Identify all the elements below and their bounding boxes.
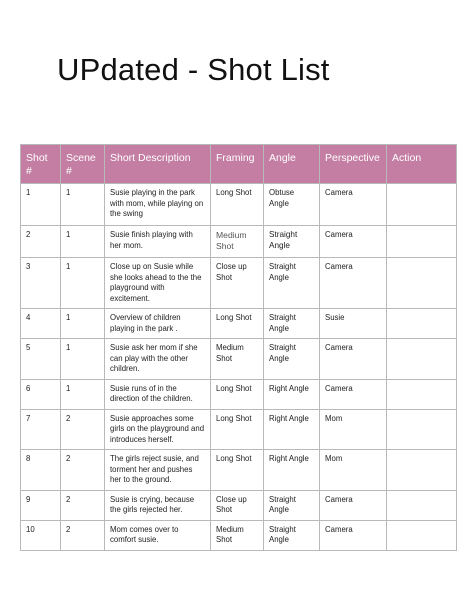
cell-shot: 3 xyxy=(21,258,61,309)
cell-perspective: Susie xyxy=(320,309,387,339)
cell-shot: 7 xyxy=(21,409,61,450)
table-row xyxy=(21,226,457,258)
table-row xyxy=(21,258,457,309)
cell-description: Susie playing in the park with mom, while playing on the swing xyxy=(105,184,211,226)
cell-framing: Long Shot xyxy=(211,184,264,226)
cell-framing: Close up Shot xyxy=(211,258,264,309)
shot-list-table xyxy=(20,144,457,551)
table-row xyxy=(21,520,457,550)
cell-framing: Long Shot xyxy=(211,409,264,450)
document-title: UPdated - Shot List xyxy=(57,52,330,87)
cell-action xyxy=(387,184,457,226)
cell-description: Susie runs of in the direction of the children. xyxy=(105,379,211,409)
cell-perspective: Camera xyxy=(320,339,387,380)
cell-angle: Right Angle xyxy=(264,379,320,409)
table-row xyxy=(21,409,457,450)
cell-action xyxy=(387,490,457,520)
cell-scene: 1 xyxy=(61,309,105,339)
cell-description: Overview of children playing in the park . xyxy=(105,309,211,339)
cell-shot: 10 xyxy=(21,520,61,550)
cell-scene: 1 xyxy=(61,184,105,226)
cell-perspective: Camera xyxy=(320,226,387,258)
cell-shot: 2 xyxy=(21,226,61,258)
cell-scene: 1 xyxy=(61,379,105,409)
table-row xyxy=(21,490,457,520)
table-row xyxy=(21,379,457,409)
cell-framing: Medium Shot xyxy=(211,520,264,550)
cell-perspective: Camera xyxy=(320,184,387,226)
cell-framing: Long Shot xyxy=(211,379,264,409)
table-row xyxy=(21,450,457,491)
cell-angle: Right Angle xyxy=(264,450,320,491)
cell-shot: 4 xyxy=(21,309,61,339)
cell-scene: 1 xyxy=(61,339,105,380)
cell-perspective: Mom xyxy=(320,450,387,491)
header-angle: Angle xyxy=(264,145,320,184)
cell-framing: Medium Shot xyxy=(211,339,264,380)
cell-action xyxy=(387,409,457,450)
cell-scene: 2 xyxy=(61,450,105,491)
cell-framing: Medium Shot xyxy=(211,226,264,258)
cell-framing: Long Shot xyxy=(211,309,264,339)
header-framing: Framing xyxy=(211,145,264,184)
cell-description: Mom comes over to comfort susie. xyxy=(105,520,211,550)
cell-description: Susie finish playing with her mom. xyxy=(105,226,211,258)
cell-action xyxy=(387,379,457,409)
cell-scene: 1 xyxy=(61,226,105,258)
cell-action xyxy=(387,339,457,380)
cell-perspective: Camera xyxy=(320,520,387,550)
cell-perspective: Camera xyxy=(320,258,387,309)
header-perspective: Perspective xyxy=(320,145,387,184)
cell-framing: Close up Shot xyxy=(211,490,264,520)
header-short-description: Short Description xyxy=(105,145,211,184)
cell-angle: Straight Angle xyxy=(264,226,320,258)
cell-angle: Straight Angle xyxy=(264,339,320,380)
cell-shot: 5 xyxy=(21,339,61,380)
header-shot: Shot # xyxy=(21,145,61,184)
cell-scene: 2 xyxy=(61,520,105,550)
cell-description: Susie is crying, because the girls rejected her. xyxy=(105,490,211,520)
cell-action xyxy=(387,309,457,339)
cell-action xyxy=(387,258,457,309)
cell-perspective: Camera xyxy=(320,379,387,409)
cell-scene: 2 xyxy=(61,409,105,450)
cell-shot: 9 xyxy=(21,490,61,520)
cell-shot: 8 xyxy=(21,450,61,491)
header-action: Action xyxy=(387,145,457,184)
cell-description: Susie approaches some girls on the playground and introduces herself. xyxy=(105,409,211,450)
table-header-row xyxy=(21,145,457,184)
table-row xyxy=(21,309,457,339)
cell-action xyxy=(387,520,457,550)
cell-perspective: Mom xyxy=(320,409,387,450)
cell-shot: 1 xyxy=(21,184,61,226)
cell-angle: Straight Angle xyxy=(264,520,320,550)
cell-angle: Straight Angle xyxy=(264,258,320,309)
cell-angle: Straight Angle xyxy=(264,490,320,520)
cell-scene: 2 xyxy=(61,490,105,520)
cell-perspective: Camera xyxy=(320,490,387,520)
cell-action xyxy=(387,450,457,491)
cell-angle: Obtuse Angle xyxy=(264,184,320,226)
cell-framing: Long Shot xyxy=(211,450,264,491)
header-scene: Scene # xyxy=(61,145,105,184)
cell-description: The girls reject susie, and torment her and pushes her to the ground. xyxy=(105,450,211,491)
cell-shot: 6 xyxy=(21,379,61,409)
table-row xyxy=(21,339,457,380)
cell-scene: 1 xyxy=(61,258,105,309)
cell-description: Close up on Susie while she looks ahead to the the playground with excitement. xyxy=(105,258,211,309)
cell-angle: Straight Angle xyxy=(264,309,320,339)
table-row xyxy=(21,184,457,226)
cell-description: Susie ask her mom if she can play with the other children. xyxy=(105,339,211,380)
cell-angle: Right Angle xyxy=(264,409,320,450)
cell-action xyxy=(387,226,457,258)
